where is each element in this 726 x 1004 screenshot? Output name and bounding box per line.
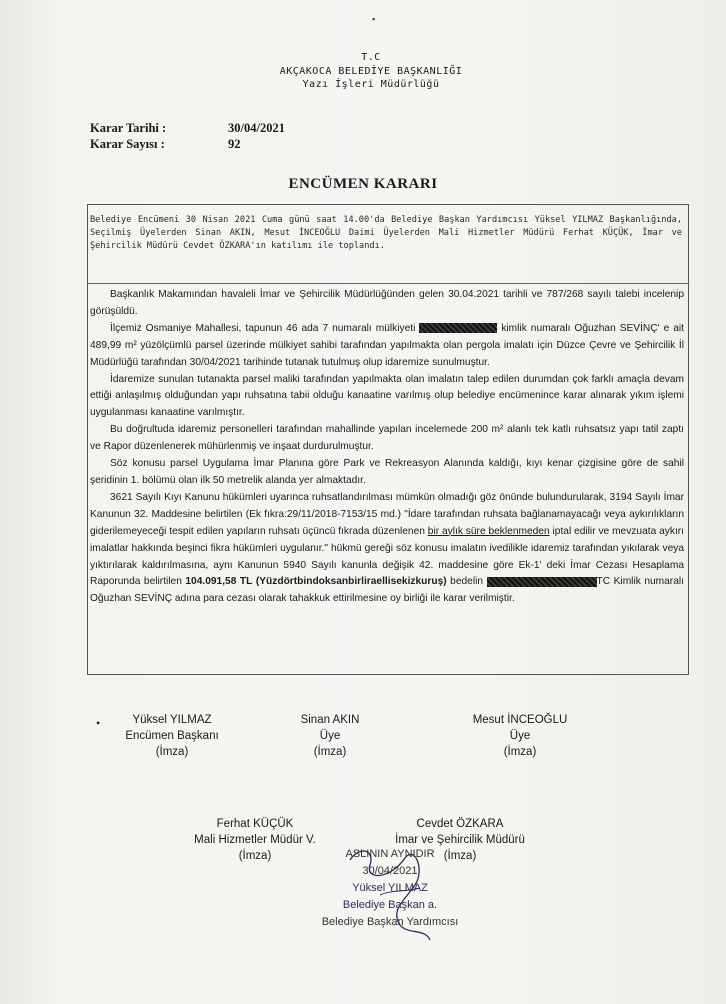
paragraph-6-bedelin: bedelin xyxy=(450,576,484,588)
redaction-block xyxy=(419,323,497,333)
signatory-signature: (İmza) xyxy=(238,850,272,862)
paragraph-1: Başkanlık Makamından havaleli İmar ve Şehircilik Müdürlüğünden gelen 30.04.2021 tarihli ve 787/268 sayılı talebi incelenip görüşüldü. xyxy=(90,289,684,317)
signatory-role: Mali Hizmetler Müdür V. xyxy=(194,834,316,846)
decision-number-value: 92 xyxy=(228,137,241,151)
decision-date-value: 30/04/2021 xyxy=(228,121,285,135)
decision-body xyxy=(90,287,684,608)
signatory-role: Üye xyxy=(509,730,531,742)
paragraph-2-rest: kimlik numaralı Oğuzhan SEVİNÇ' e ait 489,99 m² yüzölçümlü parsel üzerinde mülkiyet sahibi tarafından yapılmakta olan pergola imalatı için Düzce Çevre ve Şehircilik İl Müdürlüğü tarafından 30/04/2021 tarihinde tutanak tutulmuş olup idaremize sunulmuştur. xyxy=(90,322,684,368)
signatory-name: Ferhat KÜÇÜK xyxy=(216,818,294,830)
bullet-mark: • xyxy=(96,716,101,730)
paragraph-4: Bu doğrultuda idaremiz personelleri tarafından mahallinde yapılan incelemede 200 m² alanlı tek katlı ruhsatsız yapı tatil zaptı ve Rapor düzenlenerek mühürlenmiş ve inşaat durdurulmuştur. xyxy=(90,424,684,453)
signatory-member-2 xyxy=(465,712,575,760)
paragraph-5: Söz konusu parsel Uygulama İmar Planına göre Park ve Rekreasyon Alanında kaldığı, kıyı kenar çizgisine göre de sahil şeridinin 1. bölümü olan ilk 50 metrelik alanda yer almaktadır. xyxy=(90,458,684,486)
signatory-role: İmar ve Şehircilik Müdürü xyxy=(395,834,525,846)
scan-mark: ▪ xyxy=(372,14,376,24)
signatory-name: Cevdet ÖZKARA xyxy=(416,818,504,830)
signatory-member-1 xyxy=(285,712,375,760)
signatory-name: Mesut İNCEOĞLU xyxy=(472,714,568,726)
paragraph-6-start: 3621 Sayılı Kıyı Kanunu hükümleri uyarınca ruhsatlandırılması mümkün olmadığı göz önünde bulundurularak, 3194 Sayılı İmar Kanunun 32. Maddesine belirtilen (Ek fıkra:29/11/2018-7153/15 md.) "İdare tarafından ruhsata bağlanamayacağı veya aykırılıkların giderilemeyeceği tespit edilen yapıların ruhsatı üçüncü fıkrada düzenlenen xyxy=(90,491,684,537)
signatory-signature: (İmza) xyxy=(313,746,347,758)
redaction-block-2 xyxy=(487,577,597,587)
signatory-role: Üye xyxy=(319,730,341,742)
stamp-role: Belediye Başkan a. xyxy=(342,899,438,911)
signatory-name: Sinan AKIN xyxy=(300,714,360,726)
paragraph-2-start: İlçemiz Osmaniye Mahallesi, tapunun 46 ada 7 numaralı mülkiyeti xyxy=(110,322,416,334)
underlined-phrase: bir aylık süre beklenmeden xyxy=(427,525,550,537)
header-tc: T.C xyxy=(361,52,381,63)
paragraph-3: İdaremize sunulan tutanakta parsel maliki tarafından yapılmakta olan imalatın talep edilen durumdan çok farklı amaçla devam ettiği anlaşılmış olduğundan yapı ruhsatına tabii olduğu kanaatine varılmış olup belediye encümenince karar alınarak yıkım işlemi uygulanması kanaatine varılmıştır. xyxy=(90,373,684,419)
stamp-title: ASLININ AYNIDIR xyxy=(345,848,435,860)
meeting-intro: Belediye Encümeni 30 Nisan 2021 Cuma günü saat 14.00'da Belediye Başkan Yardımcısı Yüksel YILMAZ Başkanlığında, Seçilmiş Üyelerden Sinan AKIN, Mesut İNCEOĞLU Daimi Üyelerden Mali Hizmetler Müdürü Ferhat KÜÇÜK, İmar ve Şehircilik Müdürü Cevdet ÖZKARA'ın katılımı ile toplandı. xyxy=(90,215,682,251)
paragraph-6-end: Kimlik numaralı Oğuzhan SEVİNÇ adına para cezası olarak tahakkuk ettirilmesine oy birliği ile karar verilmiştir. xyxy=(90,576,684,605)
fine-amount: 104.091,58 TL xyxy=(185,576,253,588)
intro-divider xyxy=(87,283,689,284)
paragraph-6-middle: iptal edilir ve mevzuata aykırı imalatlar hakkında beşinci fikra hükümleri uygulanır." hükmü gereği söz konusu imalatın ivedilikle idaremiz tarafından yıkılarak veya yıktırılarak kaldırılmasına, aynı Kanunun 5940 Sayılı kanunla değişik 42. maddesine göre Ek-1' deki İmar Cezası Hesaplama Raporunda belirtilen xyxy=(90,525,684,588)
header-institution: AKÇAKOCA BELEDİYE BAŞKANLIĞI xyxy=(279,66,463,77)
decision-number-label: Karar Sayısı : xyxy=(90,137,165,151)
header-department: Yazı İşleri Müdürlüğü xyxy=(302,79,440,90)
handwritten-signature xyxy=(330,840,460,960)
tc-label: TC xyxy=(596,576,611,588)
signatory-name: Yüksel YILMAZ xyxy=(132,714,212,726)
stamp-name: Yüksel YILMAZ xyxy=(352,882,428,894)
paragraph-6 xyxy=(90,490,684,608)
signatory-chairman xyxy=(112,712,232,760)
stamp-date: 30/04/2021 xyxy=(362,865,418,877)
paragraph-2 xyxy=(90,321,684,372)
signatory-signature: (İmza) xyxy=(155,746,189,758)
stamp-title-2: Belediye Başkan Yardımcısı xyxy=(321,916,459,928)
signatory-signature: (İmza) xyxy=(503,746,537,758)
signatory-signature: (İmza) xyxy=(443,850,477,862)
document-title: ENCÜMEN KARARI xyxy=(288,176,438,192)
signatory-role: Encümen Başkanı xyxy=(125,730,219,742)
fine-amount-words: (Yüzdörtbindoksanbirliraellisekizkuruş) xyxy=(255,576,447,588)
decision-date-label: Karar Tarihi : xyxy=(90,121,167,135)
